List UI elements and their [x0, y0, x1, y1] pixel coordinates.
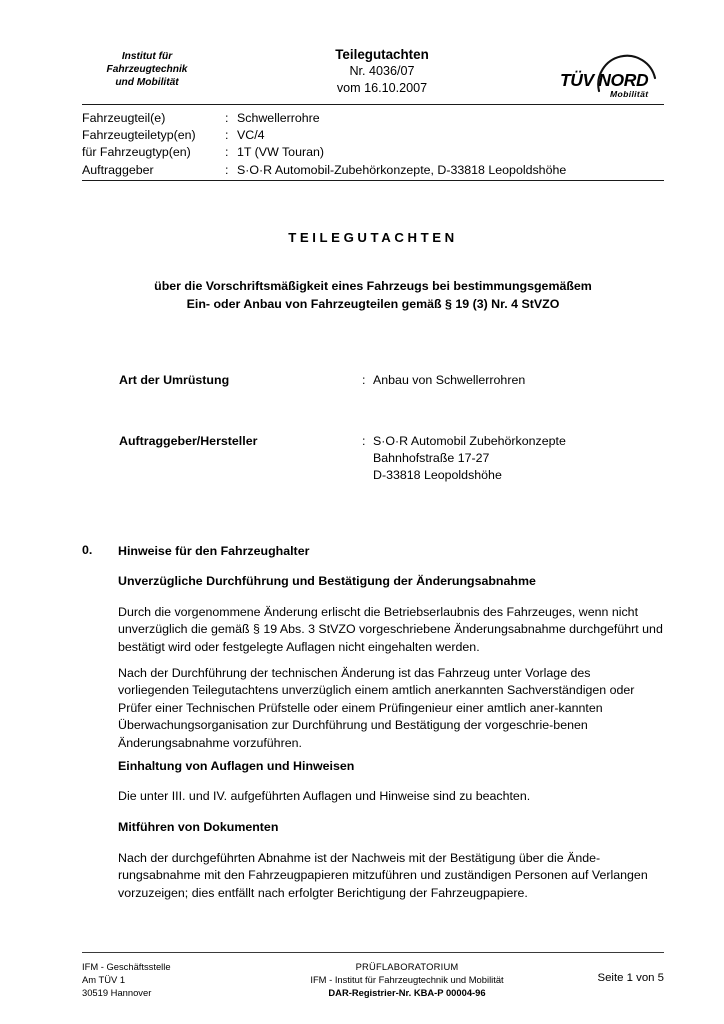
footer-office-name: IFM - Geschäftsstelle: [82, 961, 171, 972]
info-row: [119, 433, 664, 450]
page-subtitle: [82, 278, 664, 313]
footer-street: Am TÜV 1: [82, 974, 126, 986]
info-colon: :: [362, 434, 366, 448]
field-row: [82, 144, 664, 161]
header-divider-bottom: [82, 180, 664, 181]
client-name: S·O·R Automobil Zubehörkonzepte: [373, 434, 566, 448]
field-value: Schwellerrohre: [237, 111, 320, 125]
subsection-heading-1: Unverzügliche Durchführung und Bestätigung der Änderungsabnahme: [118, 574, 536, 588]
paragraph-auflagen-beachten: Die unter III. und IV. aufgeführten Auflagen und Hinweise sind zu beachten.: [118, 789, 531, 803]
field-row: [82, 110, 664, 127]
header-divider-top: [82, 104, 664, 105]
info-row: [119, 372, 664, 389]
subsection-heading-2: Einhaltung von Auflagen und Hinweisen: [118, 759, 355, 773]
institute-name-block: [82, 50, 212, 90]
page-subtitle-line-2: Ein- oder Anbau von Fahrzeugteilen gemäß § 19 (3) Nr. 4 StVZO: [186, 296, 560, 311]
field-key: Fahrzeugteiletyp(en): [82, 128, 196, 143]
footer-registration-number: DAR-Registrier-Nr. KBA-P 00004-96: [328, 987, 486, 999]
logo-tagline: Mobilität: [610, 89, 649, 99]
client-manufacturer-label: Auftraggeber/Hersteller: [119, 434, 258, 448]
institute-line-1: Institut für: [121, 51, 173, 62]
field-colon: :: [225, 128, 229, 143]
field-value: 1T (VW Touran): [237, 145, 324, 160]
document-title-block: [282, 46, 482, 96]
section-heading: Hinweise für den Fahrzeughalter: [118, 544, 310, 558]
page-subtitle-line-1: über die Vorschriftsmäßigkeit eines Fahrzeugs bei bestimmungsgemäßem: [154, 279, 592, 293]
info-colon: :: [362, 373, 366, 387]
page-number: Seite 1 von 5: [597, 972, 664, 984]
vehicle-field-list: [82, 110, 664, 179]
document-type-title: Teilegutachten: [335, 47, 429, 62]
footer-divider: [82, 952, 664, 953]
footer-city: 30519 Hannover: [82, 987, 152, 999]
paragraph-dokumente-mitfuehren: Nach der durchgeführten Abnahme ist der Nachweis mit der Bestätigung über die Ände-rungsabnahme mit den Fahrzeugpapieren mitzuführen und zuständigen Personen auf Verlangen vorzuzeigen; dies entfällt nach erfolgter Berichtigung der Fahrzeugpapiere.: [118, 851, 648, 900]
document-header: [82, 46, 664, 102]
footer-lab-block: [242, 960, 572, 1000]
logo-wordmark: TÜV NORD: [560, 70, 649, 90]
field-row: [82, 127, 664, 144]
client-manufacturer-block: [119, 433, 664, 485]
document-date: vom 16.10.2007: [336, 80, 428, 95]
institute-line-3: und Mobilität: [115, 77, 179, 89]
field-key: für Fahrzeugtyp(en): [82, 145, 191, 160]
client-street: Bahnhofstraße 17-27: [373, 451, 490, 466]
footer-lab-title: PRÜFLABORATORIUM: [355, 961, 459, 972]
paragraph-aenderungsabnahme-vorfuehren: Nach der Durchführung der technischen Änderung ist das Fahrzeug unter Vorlage des vorliegenden Teilegutachtens unverzüglich einem amtlich anerkannten Sachverständigen oder Prüfer einer Technischen Prüfstelle oder einem Prüfingenieur einer amtlich aner-kannten Überwachungsorganisation zur Durchführung und Bestätigung der vorgeschrie-benen Änderungsabnahme vorzuführen.: [118, 666, 635, 750]
conversion-type-block: [119, 372, 664, 389]
field-key: Fahrzeugteil(e): [82, 111, 166, 125]
conversion-type-label: Art der Umrüstung: [119, 373, 230, 387]
field-colon: :: [225, 145, 229, 160]
field-value: S·O·R Automobil-Zubehörkonzepte, D-33818 Leopoldshöhe: [237, 162, 567, 177]
tuv-nord-logo: [552, 44, 664, 106]
page-title: TEILEGUTACHTEN: [288, 230, 458, 245]
institute-line-2: Fahrzeugtechnik: [106, 64, 188, 76]
field-colon: :: [225, 111, 229, 125]
field-colon: :: [225, 162, 229, 177]
subsection-heading-3: Mitführen von Dokumenten: [118, 820, 279, 834]
conversion-type-value: Anbau von Schwellerrohren: [373, 373, 526, 387]
paragraph-erlischt-betriebserlaubnis: Durch die vorgenommene Änderung erlischt die Betriebserlaubnis des Fahrzeuges, wenn nicht unverzüglich die gemäß § 19 Abs. 3 StVZO vorgeschriebene Änderungsabnahme durchgeführt und bestätigt wird oder festgelegte Auflagen nicht eingehalten werden.: [118, 605, 663, 654]
document-number: Nr. 4036/07: [349, 64, 415, 78]
field-value: VC/4: [237, 128, 265, 143]
client-city: D-33818 Leopoldshöhe: [373, 468, 502, 483]
field-key: Auftraggeber: [82, 162, 154, 177]
footer-institute-name: IFM - Institut für Fahrzeugtechnik und Mobilität: [310, 974, 504, 986]
section-number: 0.: [82, 543, 93, 557]
document-footer: [82, 960, 664, 1008]
field-row: [82, 162, 664, 179]
